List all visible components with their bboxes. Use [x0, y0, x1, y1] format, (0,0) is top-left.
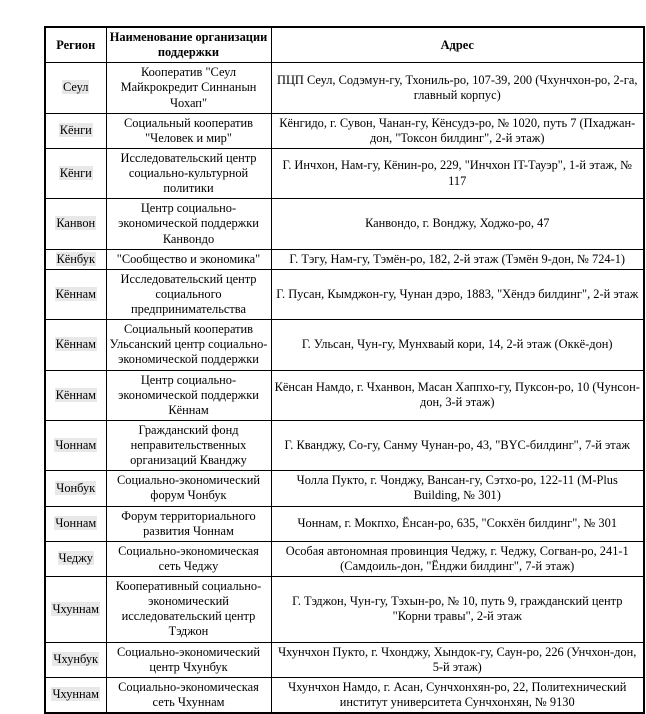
address-cell: Г. Пусан, Кымджон-гу, Чунан дэро, 1883, "Хёндэ билдинг", 2-й этаж: [271, 269, 644, 319]
organization-cell: Кооператив "Сеул Майкрокредит Синнанын Чохап": [106, 63, 271, 113]
header-row: [45, 27, 644, 63]
region-cell: [45, 471, 106, 506]
region-cell: [45, 113, 106, 148]
organization-cell: Исследовательский центр социально-культурной политики: [106, 148, 271, 198]
address-cell: Чхунчхон Пукто, г. Чхонджу, Хындок-гу, Саун-ро, 226 (Унчхон-дон, 5-й этаж): [271, 642, 644, 677]
organization-cell: Социально-экономический центр Чхунбук: [106, 642, 271, 677]
address-cell: Г. Инчхон, Нам-гу, Кёнин-ро, 229, "Инчхон IT-Тауэр", 1-й этаж, № 117: [271, 148, 644, 198]
table-row: [45, 63, 644, 113]
address-cell: ПЦП Сеул, Содэмун-гу, Тхониль-ро, 107-39, 200 (Чхунчхон-ро, 2-га, главный корпус): [271, 63, 644, 113]
table-row: [45, 677, 644, 713]
region-label: Кёнбук: [56, 251, 95, 266]
address-cell: Чолла Пукто, г. Чонджу, Вансан-гу, Сэтхо-ро, 122-11 (M-Plus Building, № 301): [271, 471, 644, 506]
table-row: [45, 506, 644, 541]
table-row: [45, 113, 644, 148]
region-cell: [45, 420, 106, 470]
region-label: Кённам: [55, 286, 96, 301]
table-row: [45, 320, 644, 370]
table-row: [45, 642, 644, 677]
region-cell: [45, 63, 106, 113]
organization-cell: Социальный кооператив Ульсанский центр социально-экономической поддержки: [106, 320, 271, 370]
table-row: [45, 199, 644, 249]
region-label: Чоннам: [55, 438, 97, 452]
region-cell: [45, 577, 106, 643]
region-cell: [45, 506, 106, 541]
organization-cell: Социально-экономический форум Чонбук: [106, 471, 271, 506]
region-cell: [45, 642, 106, 677]
organization-cell: Социально-экономическая сеть Чхуннам: [106, 677, 271, 713]
region-label: Кённам: [55, 387, 96, 402]
table-row: [45, 148, 644, 198]
region-label: Чонбук: [56, 480, 96, 495]
region-label: Чхуннам: [52, 687, 100, 702]
table-row: [45, 370, 644, 420]
region-cell: [45, 320, 106, 370]
organization-cell: Центр социально-экономической поддержки Канвондо: [106, 199, 271, 249]
region-label: Кёнги: [59, 166, 92, 180]
address-cell: Кёнгидо, г. Сувон, Чанан-гу, Кёнсудэ-ро, № 1020, путь 7 (Пхаджан-дон, "Токсон билдинг", 2-й этаж): [271, 113, 644, 148]
table-row: [45, 269, 644, 319]
table-row: [45, 249, 644, 269]
organization-cell: Форум территориального развития Чоннам: [106, 506, 271, 541]
region-label: Канвон: [56, 216, 96, 231]
organization-cell: Социальный кооператив "Человек и мир": [106, 113, 271, 148]
region-cell: [45, 199, 106, 249]
table-row: [45, 420, 644, 470]
region-cell: [45, 269, 106, 319]
address-cell: Особая автономная провинция Чеджу, г. Чеджу, Согван-ро, 241-1 (Самдоиль-дон, "Ёнджи билдинг", 7-й этаж): [271, 541, 644, 576]
address-cell: Кёнсан Намдо, г. Чханвон, Масан Хаппхо-гу, Пуксон-ро, 10 (Чунсон-дон, 3-й этаж): [271, 370, 644, 420]
region-label: Чоннам: [55, 516, 97, 531]
region-cell: [45, 370, 106, 420]
column-header-organization: Наименование организации поддержки: [106, 27, 271, 63]
region-label: Сеул: [63, 80, 89, 95]
table-row: [45, 541, 644, 576]
address-cell: Чоннам, г. Мокпхо, Ёнсан-ро, 635, "Сокхён билдинг", № 301: [271, 506, 644, 541]
organization-cell: "Сообщество и экономика": [106, 249, 271, 269]
region-label: Чеджу: [58, 551, 93, 566]
support-organizations-table: [44, 26, 645, 714]
organization-cell: Центр социально- экономической поддержки Кённам: [106, 370, 271, 420]
region-cell: [45, 148, 106, 198]
address-cell: Г. Ульсан, Чун-гу, Мунхваый кори, 14, 2-й этаж (Оккё-дон): [271, 320, 644, 370]
address-cell: Г. Тэгу, Нам-гу, Тэмён-ро, 182, 2-й этаж (Тэмён 9-дон, № 724-1): [271, 249, 644, 269]
address-cell: Канвондо, г. Вонджу, Ходжо-ро, 47: [271, 199, 644, 249]
table-row: [45, 577, 644, 643]
region-label: Чхуннам: [52, 601, 100, 616]
region-label: Кёнги: [59, 123, 92, 138]
table-row: [45, 471, 644, 506]
column-header-address: Адрес: [271, 27, 644, 63]
region-cell: [45, 249, 106, 269]
address-cell: Г. Кванджу, Со-гу, Санму Чунан-ро, 43, "BYC-билдинг", 7-й этаж: [271, 420, 644, 470]
organization-cell: Социально-экономическая сеть Чеджу: [106, 541, 271, 576]
column-header-region: Регион: [45, 27, 106, 63]
region-label: Чхунбук: [53, 652, 99, 667]
organization-cell: Кооперативный социально-экономический исследовательский центр Тэджон: [106, 577, 271, 643]
organization-cell: Гражданский фонд неправительственных организаций Кванджу: [106, 420, 271, 470]
region-cell: [45, 677, 106, 713]
address-cell: Г. Тэджон, Чун-гу, Тэхын-ро, № 10, путь 9, гражданский центр "Корни травы", 2-й этаж: [271, 577, 644, 643]
address-cell: Чхунчхон Намдо, г. Асан, Сунчхонхян-ро, 22, Политехнический институт университета Сунчхонхян, № 9130: [271, 677, 644, 713]
region-cell: [45, 541, 106, 576]
organization-cell: Исследовательский центр социального предпринимательства: [106, 269, 271, 319]
region-label: Кённам: [55, 337, 96, 352]
